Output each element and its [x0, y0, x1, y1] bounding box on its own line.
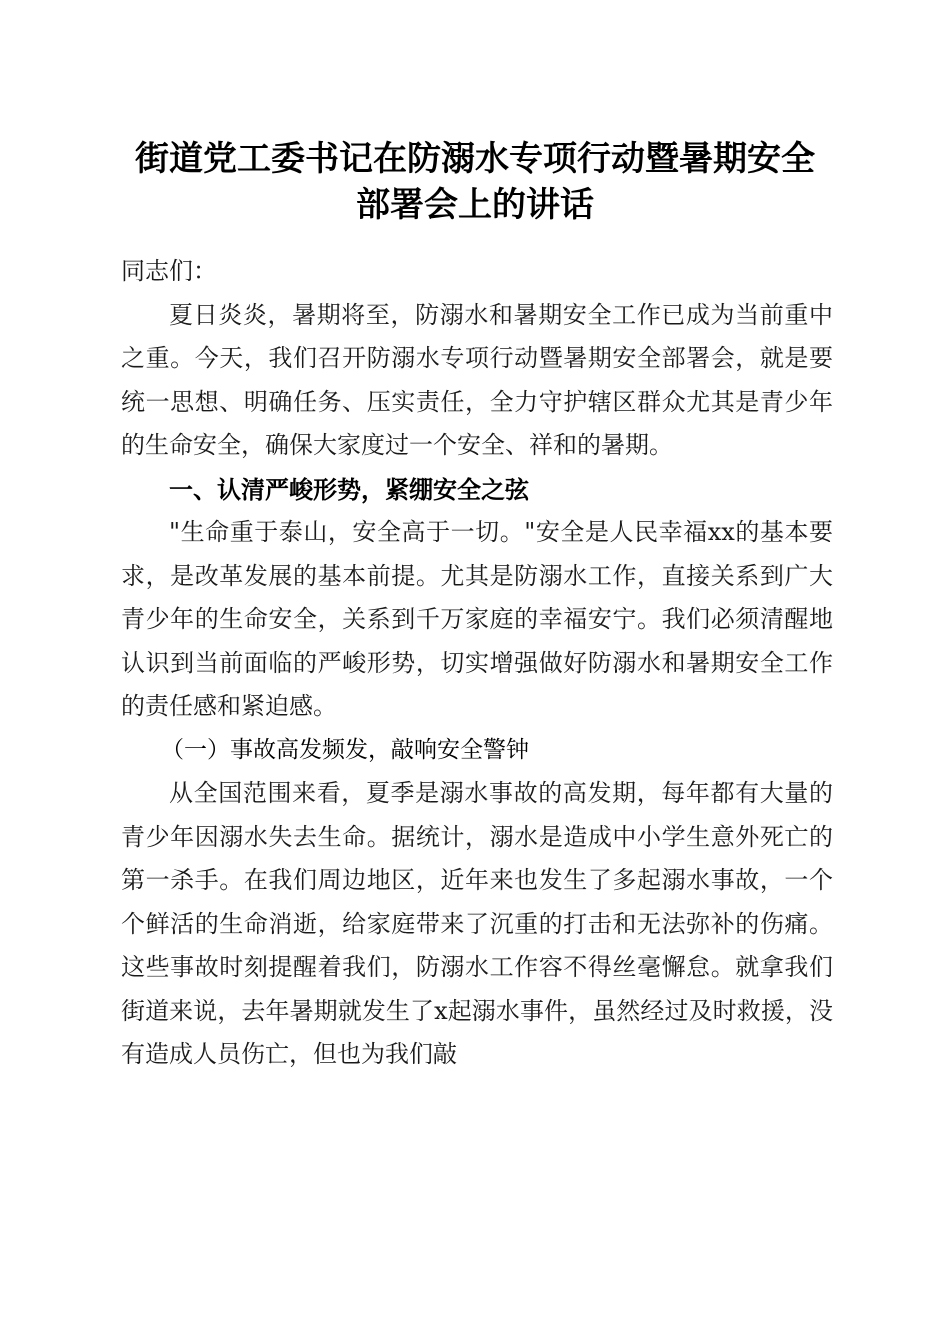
title-line-1: 街道党工委书记在防溺水专项行动暨暑期安全 [135, 139, 815, 179]
document-title [100, 136, 850, 228]
title-line-2: 部署会上的讲话 [356, 185, 594, 225]
subsection-heading-1: （一）事故高发频发，敲响安全警钟 [161, 736, 529, 763]
section-1-paragraph: "生命重于泰山，安全高于一切。"安全是人民幸福xx的基本要求，是改革发展的基本前提。尤其是防溺水工作，直接关系到广大青少年的生命安全，关系到千万家庭的幸福安宁。我们必须清醒地认识到当前面临的严峻形势，切实增强做好防溺水和暑期安全工作的责任感和紧迫感。 [121, 518, 833, 720]
subsection-1-paragraph: 从全国范围来看，夏季是溺水事故的高发期，每年都有大量的青少年因溺水失去生命。据统计，溺水是造成中小学生意外死亡的第一杀手。在我们周边地区，近年来也发生了多起溺水事故，一个个鲜活的生命消逝，给家庭带来了沉重的打击和无法弥补的伤痛。这些事故时刻提醒着我们，防溺水工作容不得丝毫懈怠。就拿我们街道来说，去年暑期就发生了x起溺水事件，虽然经过及时救援，没有造成人员伤亡，但也为我们敲 [121, 779, 833, 1068]
section-heading-1: 一、认清严峻形势，紧绷安全之弦 [169, 474, 529, 504]
salutation: 同志们： [121, 257, 217, 285]
document-body [121, 250, 833, 1077]
intro-paragraph: 夏日炎炎，暑期将至，防溺水和暑期安全工作已成为当前重中之重。今天，我们召开防溺水专项行动暨暑期安全部署会，就是要统一思想、明确任务、压实责任，全力守护辖区群众尤其是青少年的生命安全，确保大家度过一个安全、祥和的暑期。 [121, 300, 833, 459]
